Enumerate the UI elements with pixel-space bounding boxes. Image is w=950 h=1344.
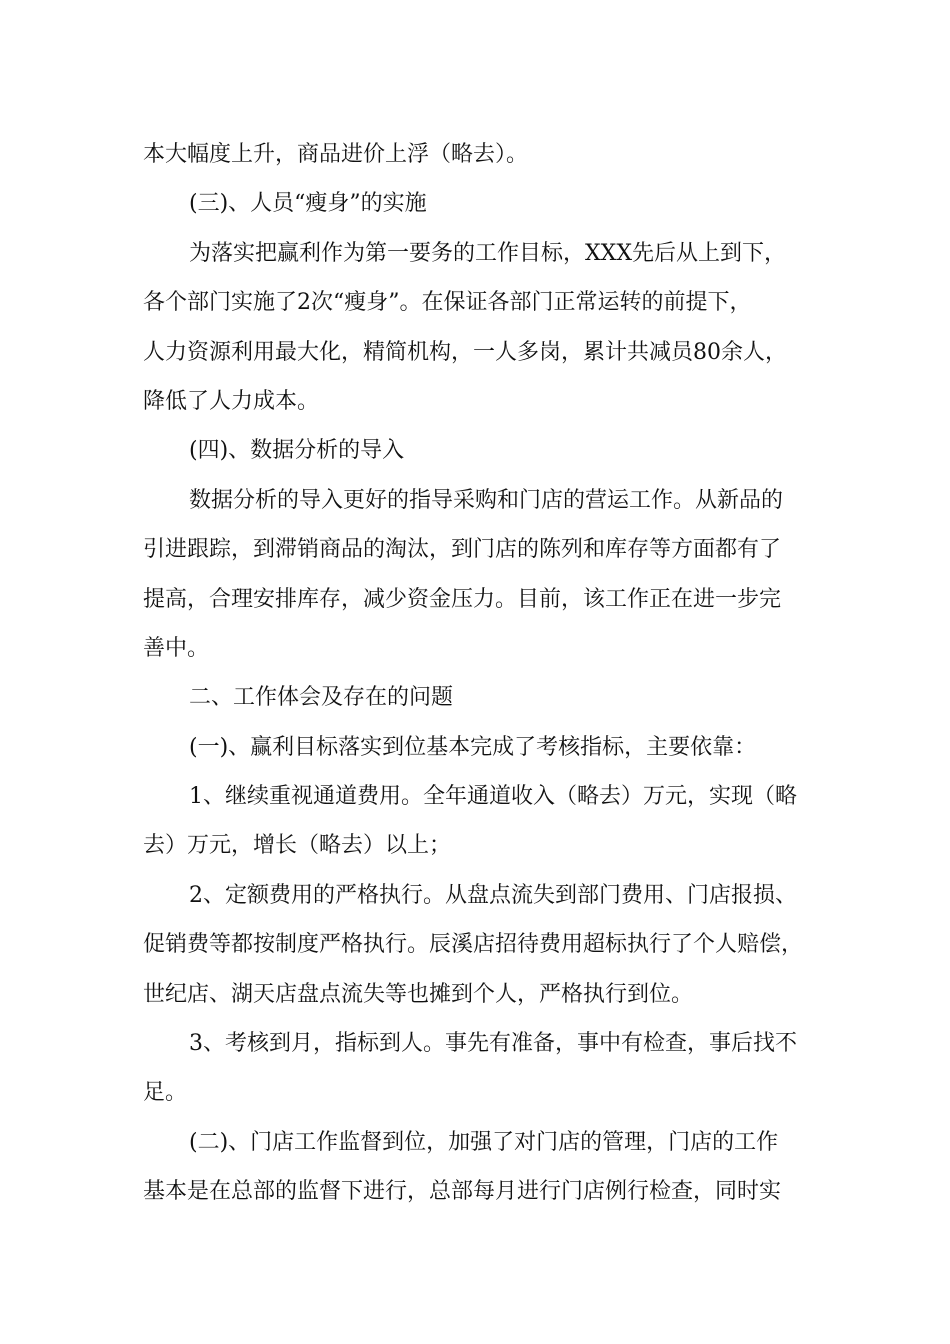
section-heading: (二)、门店工作监督到位，加强了对门店的管理，门店的工作	[189, 1129, 779, 1155]
text-line: 善中。	[143, 635, 210, 661]
section-heading: 二、工作体会及存在的问题	[189, 685, 454, 711]
text-line: 引进跟踪，到滞销商品的淘汰，到门店的陈列和库存等方面都有了	[143, 537, 782, 563]
text-line: 去）万元，增长（略去）以上；	[143, 833, 452, 859]
text-line: 基本是在总部的监督下进行，总部每月进行门店例行检查，同时实	[143, 1179, 782, 1205]
list-item-text: 2、定额费用的严格执行。从盘点流失到部门费用、门店报损、	[189, 882, 797, 908]
text-line: 数据分析的导入更好的指导采购和门店的营运工作。从新品的	[189, 487, 784, 513]
section-heading: (三)、人员“瘦身”的实施	[189, 191, 427, 217]
text-line: 提高，合理安排库存，减少资金压力。目前，该工作正在进一步完	[143, 586, 782, 612]
text-line: 本大幅度上升，商品进价上浮（略去）。	[143, 142, 529, 167]
text-line: 世纪店、湖天店盘点流失等也摊到个人，严格执行到位。	[143, 981, 694, 1007]
text-line: 人力资源利用最大化，精简机构，一人多岗，累计共减员80余人，	[143, 339, 787, 365]
list-item-text: 3、考核到月，指标到人。事先有准备，事中有检查，事后找不	[189, 1031, 797, 1057]
section-heading: (四)、数据分析的导入	[189, 438, 405, 464]
text-line: 降低了人力成本。	[143, 388, 320, 414]
list-item-text: 1、继续重视通道费用。全年通道收入（略去）万元，实现（略	[189, 784, 797, 810]
section-heading: (一)、赢利目标落实到位基本完成了考核指标，主要依靠：	[189, 734, 757, 760]
document-body	[143, 130, 809, 1217]
text-line: 为落实把赢利作为第一要务的工作目标，XXX先后从上到下，	[189, 240, 786, 266]
text-line: 促销费等都按制度严格执行。辰溪店招待费用超标执行了个人赔偿，	[143, 932, 804, 958]
text-line: 各个部门实施了2次“瘦身”。在保证各部门正常运转的前提下，	[143, 290, 752, 316]
text-line: 足。	[143, 1080, 188, 1106]
